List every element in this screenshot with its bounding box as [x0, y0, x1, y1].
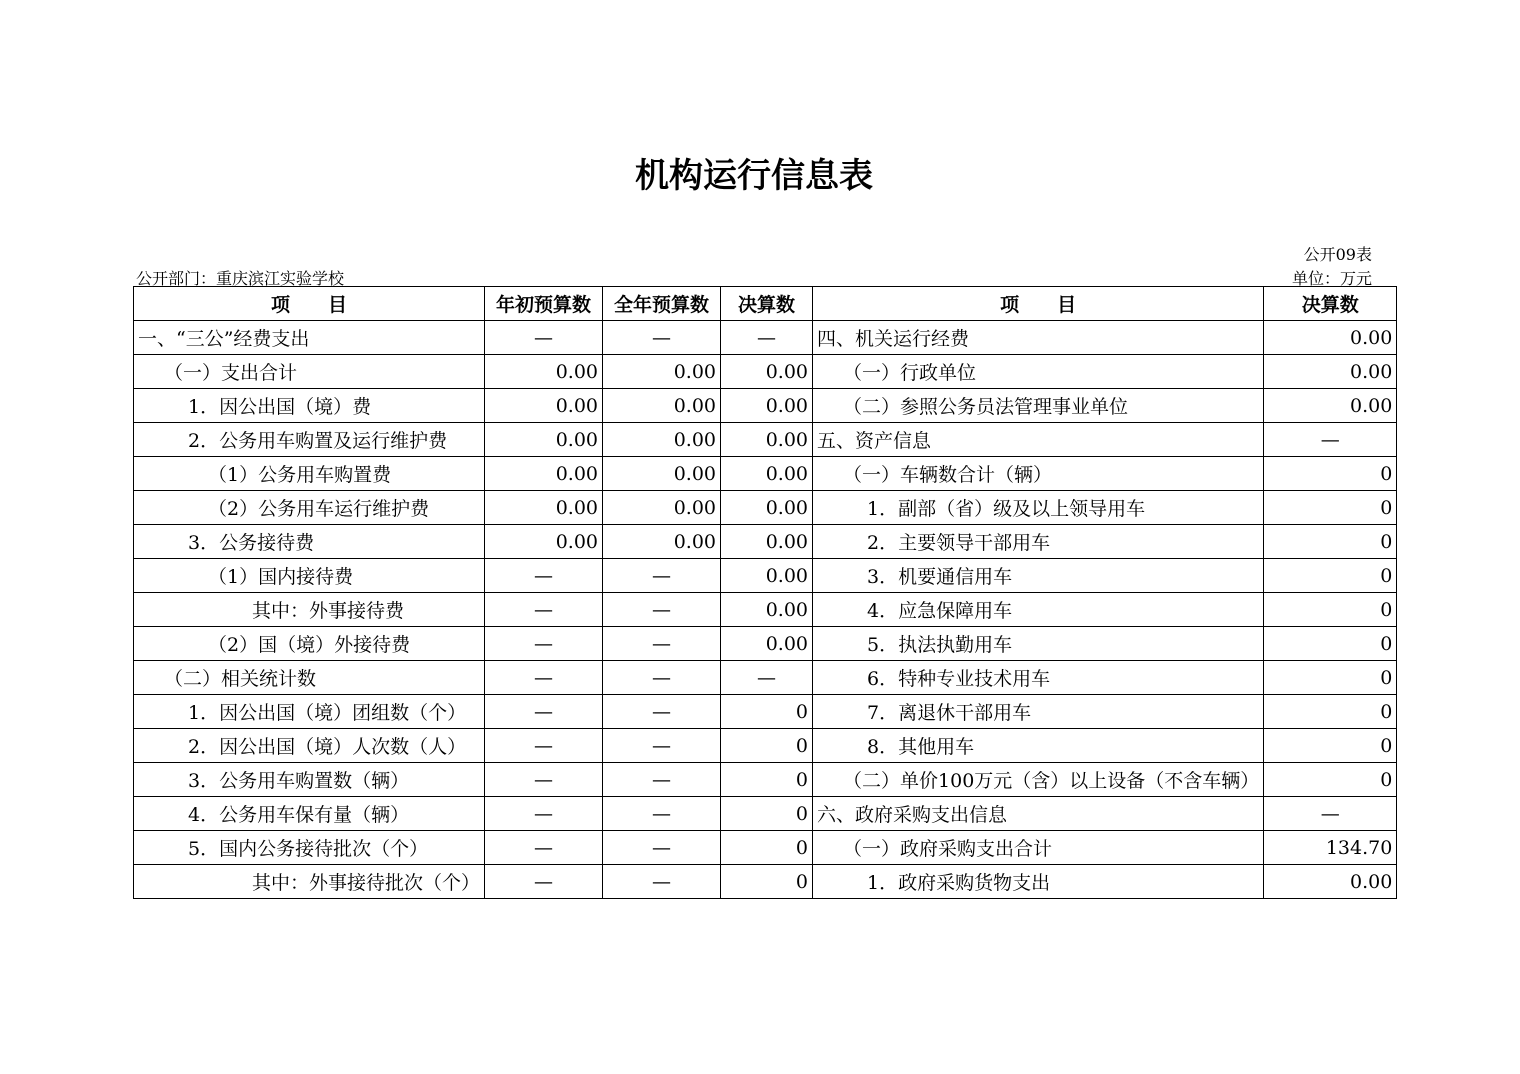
- final-account-value: 0.00: [721, 525, 813, 559]
- table-row: [134, 389, 1397, 423]
- final-account-value: 0: [721, 831, 813, 865]
- final-account-value: 0.00: [721, 627, 813, 661]
- full-year-budget-value: —: [603, 729, 721, 763]
- initial-budget-value: 0.00: [485, 355, 603, 389]
- full-year-budget-value: 0.00: [603, 525, 721, 559]
- initial-budget-value: 0.00: [485, 423, 603, 457]
- initial-budget-value: —: [485, 695, 603, 729]
- full-year-budget-value: —: [603, 627, 721, 661]
- right-final-account-value: 0: [1264, 695, 1397, 729]
- item-label: 1．因公出国（境）团组数（个）: [134, 695, 485, 729]
- table-row: [134, 457, 1397, 491]
- full-year-budget-value: —: [603, 661, 721, 695]
- initial-budget-value: —: [485, 865, 603, 899]
- right-final-account-value: 0.00: [1264, 389, 1397, 423]
- full-year-budget-value: —: [603, 763, 721, 797]
- item-label: （二）相关统计数: [134, 661, 485, 695]
- initial-budget-value: —: [485, 661, 603, 695]
- final-account-value: 0.00: [721, 457, 813, 491]
- item-label: 3．公务接待费: [134, 525, 485, 559]
- full-year-budget-value: 0.00: [603, 355, 721, 389]
- full-year-budget-value: 0.00: [603, 457, 721, 491]
- table-row: [134, 559, 1397, 593]
- department-label: 公开部门：重庆滨江实验学校: [136, 269, 345, 288]
- right-item-label: 5．执法执勤用车: [813, 627, 1264, 661]
- final-account-value: 0.00: [721, 593, 813, 627]
- table-row: [134, 797, 1397, 831]
- right-final-account-value: 0: [1264, 457, 1397, 491]
- full-year-budget-value: —: [603, 695, 721, 729]
- initial-budget-value: —: [485, 559, 603, 593]
- right-item-label: 2．主要领导干部用车: [813, 525, 1264, 559]
- item-label: （2）国（境）外接待费: [134, 627, 485, 661]
- right-item-label: 四、机关运行经费: [813, 321, 1264, 355]
- right-final-account-value: 0: [1264, 627, 1397, 661]
- info-table: [133, 286, 1397, 899]
- item-label: 2．公务用车购置及运行维护费: [134, 423, 485, 457]
- full-year-budget-value: —: [603, 321, 721, 355]
- form-id: 公开09表: [1303, 245, 1372, 264]
- right-item-label: 1．政府采购货物支出: [813, 865, 1264, 899]
- right-final-account-value: 0: [1264, 491, 1397, 525]
- initial-budget-value: —: [485, 321, 603, 355]
- item-label: （一）支出合计: [134, 355, 485, 389]
- right-item-label: 五、资产信息: [813, 423, 1264, 457]
- table-row: [134, 627, 1397, 661]
- item-label: 其中：外事接待批次（个）: [134, 865, 485, 899]
- right-item-label: 7．离退休干部用车: [813, 695, 1264, 729]
- initial-budget-value: —: [485, 593, 603, 627]
- table-row: [134, 661, 1397, 695]
- header-item-right: 项 目: [813, 287, 1264, 321]
- final-account-value: 0.00: [721, 491, 813, 525]
- final-account-value: 0.00: [721, 389, 813, 423]
- full-year-budget-value: —: [603, 797, 721, 831]
- table-row: [134, 831, 1397, 865]
- full-year-budget-value: —: [603, 593, 721, 627]
- final-account-value: 0: [721, 729, 813, 763]
- right-final-account-value: 0: [1264, 593, 1397, 627]
- final-account-value: 0.00: [721, 423, 813, 457]
- right-item-label: 3．机要通信用车: [813, 559, 1264, 593]
- table-row: [134, 491, 1397, 525]
- item-label: （2）公务用车运行维护费: [134, 491, 485, 525]
- full-year-budget-value: —: [603, 831, 721, 865]
- table-row: [134, 593, 1397, 627]
- item-label: 3．公务用车购置数（辆）: [134, 763, 485, 797]
- right-item-label: 6．特种专业技术用车: [813, 661, 1264, 695]
- final-account-value: —: [721, 661, 813, 695]
- right-final-account-value: 0: [1264, 661, 1397, 695]
- right-item-label: 1．副部（省）级及以上领导用车: [813, 491, 1264, 525]
- right-final-account-value: 134.70: [1264, 831, 1397, 865]
- final-account-value: 0: [721, 763, 813, 797]
- table-row: [134, 423, 1397, 457]
- item-label: 5．国内公务接待批次（个）: [134, 831, 485, 865]
- header-full-year-budget: 全年预算数: [603, 287, 721, 321]
- header-item-left: 项 目: [134, 287, 485, 321]
- table-row: [134, 729, 1397, 763]
- table-row: [134, 865, 1397, 899]
- right-item-label: 8．其他用车: [813, 729, 1264, 763]
- item-label: （1）国内接待费: [134, 559, 485, 593]
- initial-budget-value: 0.00: [485, 389, 603, 423]
- right-final-account-value: —: [1264, 423, 1397, 457]
- table-row: [134, 355, 1397, 389]
- full-year-budget-value: 0.00: [603, 491, 721, 525]
- table-row: [134, 763, 1397, 797]
- initial-budget-value: —: [485, 831, 603, 865]
- item-label: 一、“三公”经费支出: [134, 321, 485, 355]
- final-account-value: 0: [721, 695, 813, 729]
- final-account-value: 0.00: [721, 559, 813, 593]
- right-item-label: （二）参照公务员法管理事业单位: [813, 389, 1264, 423]
- table-row: [134, 321, 1397, 355]
- right-item-label: （二）单价100万元（含）以上设备（不含车辆）: [813, 763, 1264, 797]
- full-year-budget-value: —: [603, 559, 721, 593]
- final-account-value: 0.00: [721, 355, 813, 389]
- right-item-label: 六、政府采购支出信息: [813, 797, 1264, 831]
- right-item-label: （一）政府采购支出合计: [813, 831, 1264, 865]
- right-final-account-value: 0: [1264, 559, 1397, 593]
- final-account-value: —: [721, 321, 813, 355]
- table-row: [134, 525, 1397, 559]
- right-final-account-value: 0.00: [1264, 865, 1397, 899]
- final-account-value: 0: [721, 797, 813, 831]
- header-initial-budget: 年初预算数: [485, 287, 603, 321]
- page-title: 机构运行信息表: [635, 156, 873, 196]
- initial-budget-value: 0.00: [485, 525, 603, 559]
- right-final-account-value: 0: [1264, 763, 1397, 797]
- initial-budget-value: —: [485, 797, 603, 831]
- right-item-label: （一）行政单位: [813, 355, 1264, 389]
- item-label: 4．公务用车保有量（辆）: [134, 797, 485, 831]
- right-final-account-value: 0: [1264, 729, 1397, 763]
- right-final-account-value: —: [1264, 797, 1397, 831]
- right-final-account-value: 0.00: [1264, 355, 1397, 389]
- right-item-label: （一）车辆数合计（辆）: [813, 457, 1264, 491]
- right-final-account-value: 0: [1264, 525, 1397, 559]
- header-right-final-account: 决算数: [1264, 287, 1397, 321]
- item-label: 其中：外事接待费: [134, 593, 485, 627]
- full-year-budget-value: —: [603, 865, 721, 899]
- initial-budget-value: —: [485, 627, 603, 661]
- full-year-budget-value: 0.00: [603, 423, 721, 457]
- initial-budget-value: 0.00: [485, 491, 603, 525]
- right-final-account-value: 0.00: [1264, 321, 1397, 355]
- unit-label: 单位：万元: [1291, 269, 1372, 288]
- item-label: （1）公务用车购置费: [134, 457, 485, 491]
- header-final-account: 决算数: [721, 287, 813, 321]
- table-row: [134, 695, 1397, 729]
- table-header-row: [134, 287, 1397, 321]
- item-label: 1．因公出国（境）费: [134, 389, 485, 423]
- initial-budget-value: —: [485, 763, 603, 797]
- full-year-budget-value: 0.00: [603, 389, 721, 423]
- initial-budget-value: 0.00: [485, 457, 603, 491]
- final-account-value: 0: [721, 865, 813, 899]
- right-item-label: 4．应急保障用车: [813, 593, 1264, 627]
- initial-budget-value: —: [485, 729, 603, 763]
- item-label: 2．因公出国（境）人次数（人）: [134, 729, 485, 763]
